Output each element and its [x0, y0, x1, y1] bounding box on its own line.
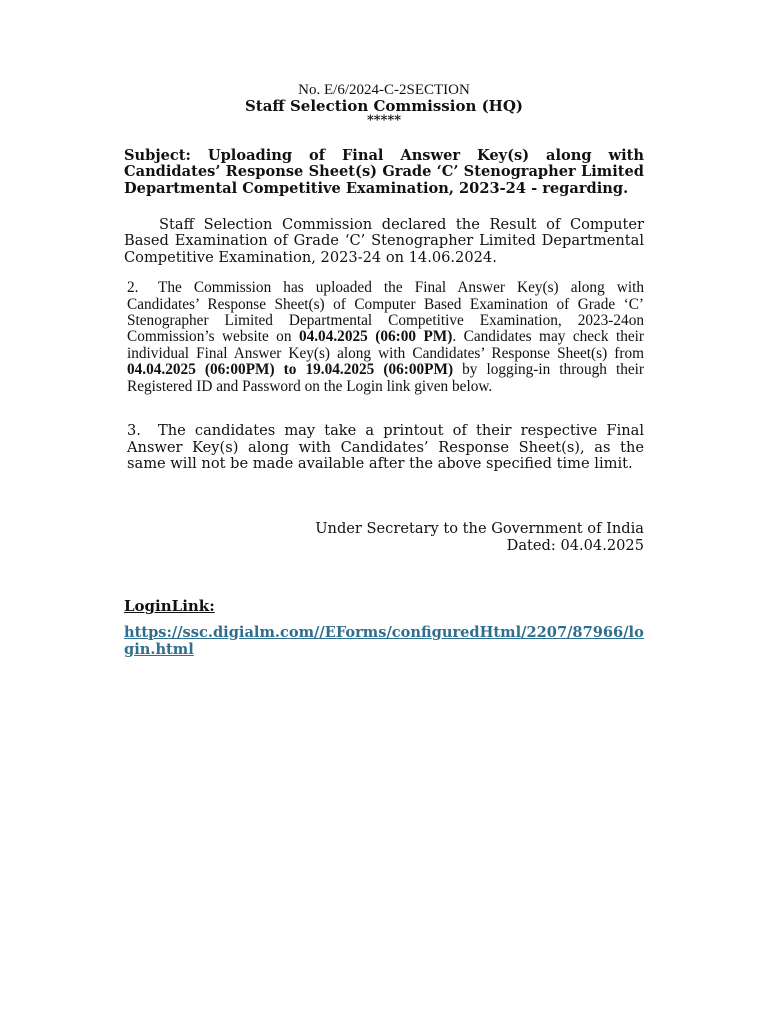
paragraph-1: Staff Selection Commission declared the Result of Computer Based Examination of Grade ‘C’ Stenographer Limited Departmental Competitive Examination, 2023-24 on 14.06.2024. [124, 216, 644, 266]
upload-datetime: 04.04.2025 (06:00 PM) [298, 328, 453, 346]
availability-window: 04.04.2025 (06:00PM) to 19.04.2025 (06:00PM) [127, 361, 454, 379]
paragraph-2-text-c: by logging-in through their Registered ID and Password on the Login link given below. [127, 361, 645, 395]
signature-block [124, 521, 644, 554]
paragraph-3-number: 3. [127, 422, 141, 440]
reference-number: No. E/6/2024-C-2SECTION [298, 82, 470, 98]
paragraph-2-text-b: . Candidates may check their individual Final Answer Key(s) along with Candidates’ Response Sheet(s) from [127, 328, 644, 362]
paragraph-2-number: 2. [127, 279, 139, 297]
paragraph-3 [124, 423, 644, 472]
login-link-label: LoginLink: [124, 597, 215, 616]
subject-line: Subject: Uploading of Final Answer Key(s) along with Candidates’ Response Sheet(s) Grade ‘C’ Stenographer Limited Departmental Competitive Examination, 2023-24 - regarding. [124, 146, 644, 197]
notice-document [124, 82, 644, 658]
paragraph-3-text: The candidates may take a printout of their respective Final Answer Key(s) along with Candidates’ Response Sheet(s), as the same will not be made available after the above specified time limit. [127, 422, 644, 472]
organization-title: Staff Selection Commission (HQ) [244, 97, 524, 116]
paragraph-2 [124, 280, 644, 395]
paragraph-2-text-a: The Commission has uploaded the Final Answer Key(s) along with Candidates’ Response Sheet(s) of Computer Based Examination of Grade ‘C’ Stenographer Limited Departmental Competitive Examination, 2023-24on Commission’s website on [127, 279, 644, 346]
separator-stars: ***** [367, 112, 401, 128]
signature-date: Dated: 04.04.2025 [506, 536, 644, 554]
login-link[interactable]: https://ssc.digialm.com//EForms/configuredHtml/2207/87966/login.html [124, 623, 644, 658]
signatory-designation: Under Secretary to the Government of India [315, 520, 644, 538]
